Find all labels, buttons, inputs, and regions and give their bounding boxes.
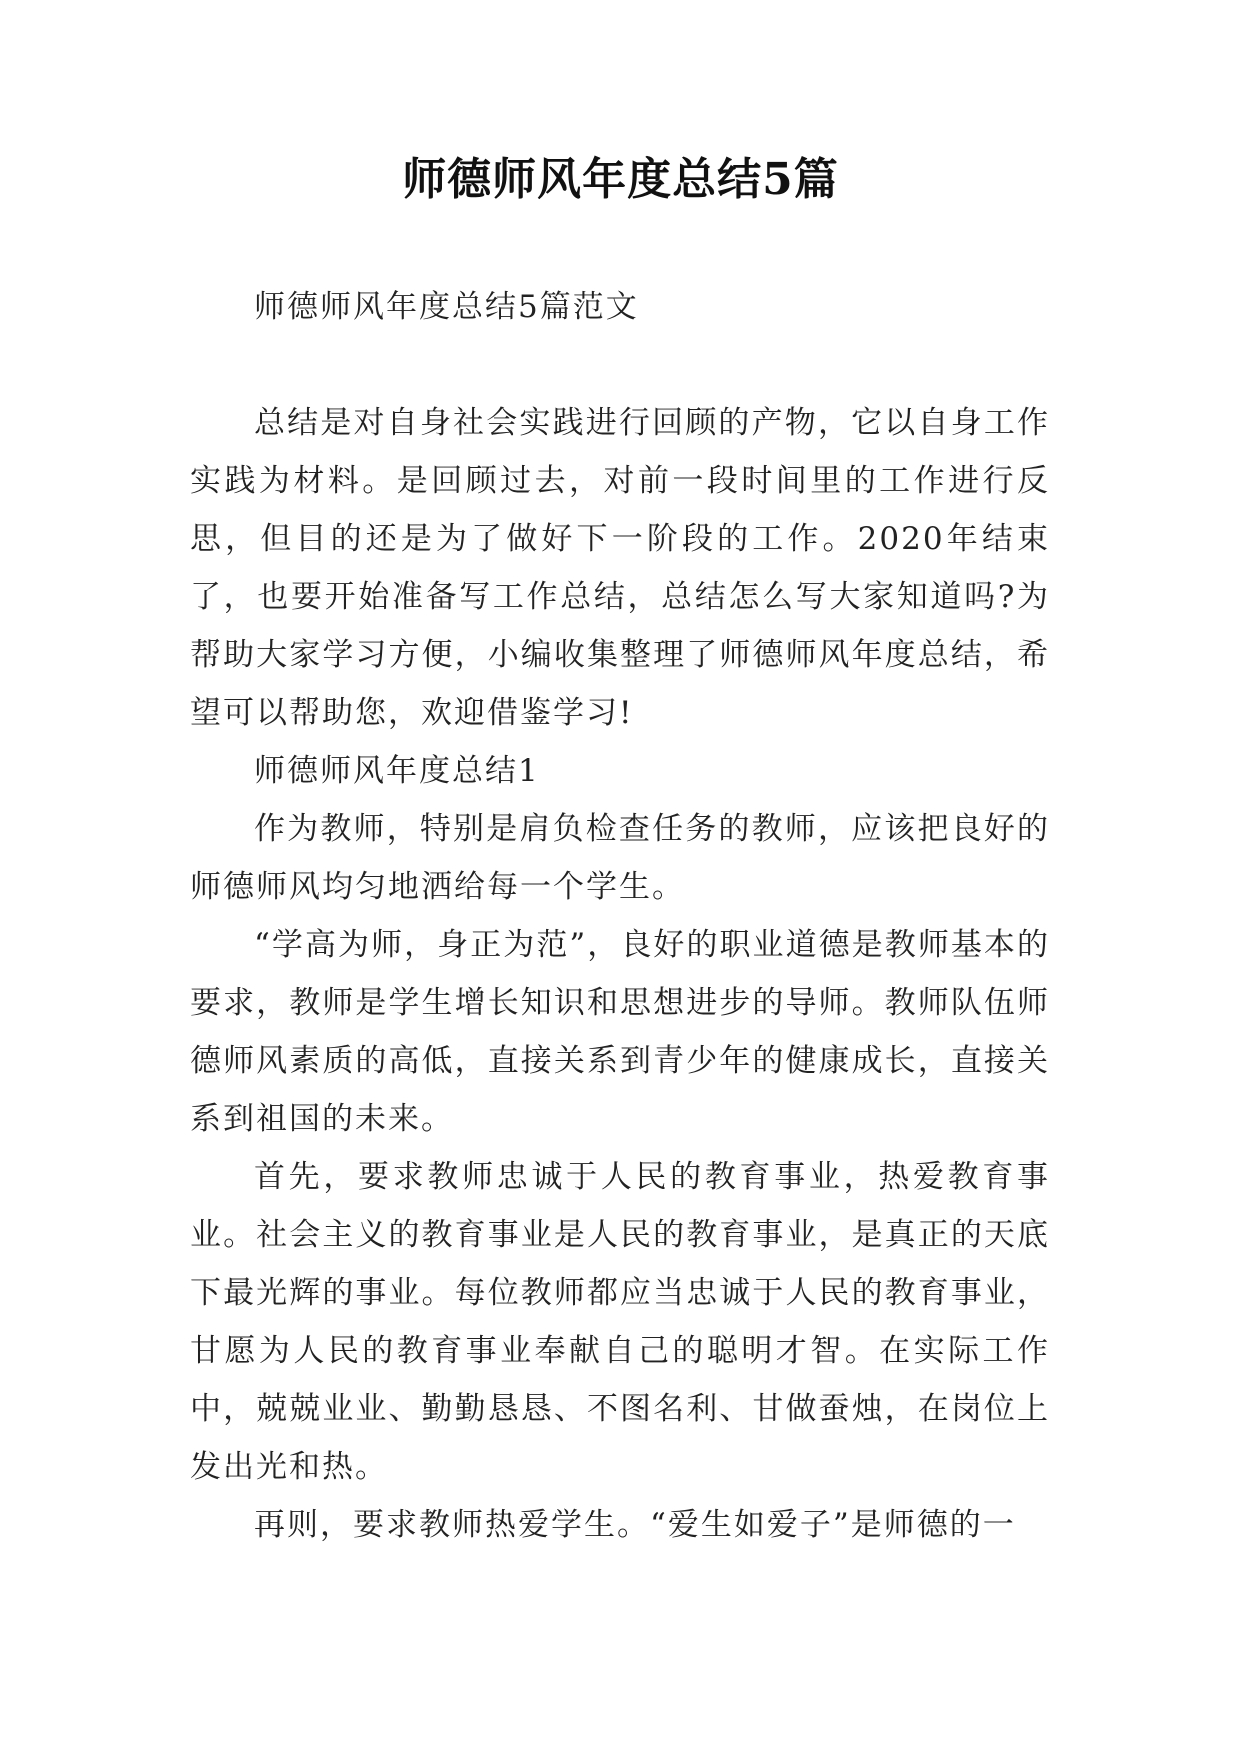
body-paragraph: 再则，要求教师热爱学生。“爱生如爱子”是师德的一 bbox=[254, 1507, 1016, 1543]
document-title: 师德师风年度总结5篇 bbox=[402, 154, 839, 205]
body-paragraph: 首先，要求教师忠诚于人民的教育事业，热爱教育事业。社会主义的教育事业是人民的教育事业，是真正的天底下最光辉的事业。每位教师都应当忠诚于人民的教育事业，甘愿为人民的教育事业奉献自己的聪明才智。在实际工作中，兢兢业业、勤勤恳恳、不图名利、甘做蚕烛，在岗位上发出光和热。 bbox=[190, 1159, 1050, 1485]
intro-paragraph: 总结是对自身社会实践进行回顾的产物，它以自身工作实践为材料。是回顾过去，对前一段时间里的工作进行反思，但目的还是为了做好下一阶段的工作。2020年结束了，也要开始准备写工作总结，总结怎么写大家知道吗?为帮助大家学习方便，小编收集整理了师德师风年度总结，希望可以帮助您，欢迎借鉴学习! bbox=[190, 405, 1050, 731]
document-subtitle: 师德师风年度总结5篇范文 bbox=[254, 289, 639, 325]
body-paragraph: 作为教师，特别是肩负检查任务的教师，应该把良好的师德师风均匀地洒给每一个学生。 bbox=[190, 811, 1050, 905]
body-paragraph: “学高为师，身正为范”，良好的职业道德是教师基本的要求，教师是学生增长知识和思想进步的导师。教师队伍师德师风素质的高低，直接关系到青少年的健康成长，直接关系到祖国的未来。 bbox=[190, 927, 1050, 1137]
document-body bbox=[190, 278, 1050, 1554]
section-heading: 师德师风年度总结1 bbox=[254, 753, 540, 789]
